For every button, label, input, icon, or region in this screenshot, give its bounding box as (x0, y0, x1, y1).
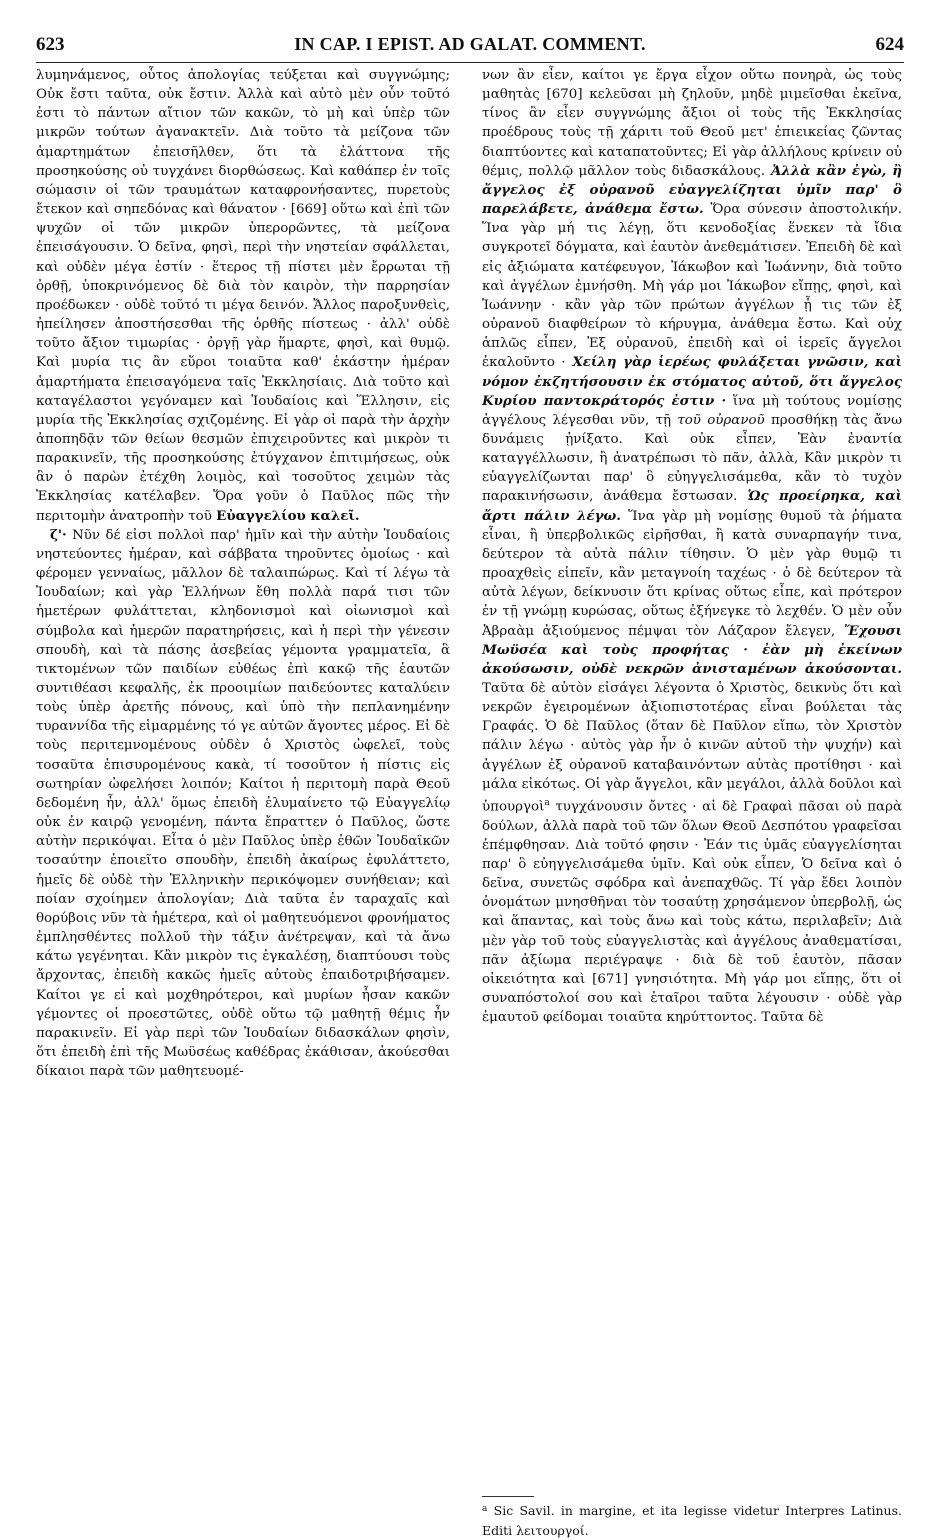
running-title: IN CAP. I EPIST. AD GALAT. COMMENT. (294, 34, 646, 54)
left-paragraph-2 (36, 526, 450, 1082)
running-header (36, 34, 904, 58)
footnote-reference[interactable]: a (544, 797, 550, 808)
scripture-quote-3: Ὡς προείρηκα, καὶ ἄρτι πάλιν λέγω. (482, 488, 902, 524)
footnote-rule (482, 1496, 534, 1497)
footnote-text: Sic Savil. in margine, et ita legisse videtur Interpres Latinus. Editi λειτουργοί. (482, 1503, 902, 1538)
left-p1-bold: Εὐαγγελίου καλεῖ. (216, 507, 360, 524)
right-text-4: προσθήκῃ τὰς ἄνω δυνάμεις ᾐνίξατο. Καὶ οὐκ εἶπεν, Ἐὰν ἐναντία καταγγέλλωσιν, ἢ ἀνατρέπωσι τὸ πᾶν, ἀλλὰ, Κἂν μικρὸν τι εὐαγγελίζωνται παρ' ὃ εὐηγγελισάμεθα, κἂν τὸ τυχὸν παρακινήσωσιν, ἀνάθεμα ἔστωσαν. (482, 412, 902, 505)
section-marker: ζ'· (50, 526, 67, 543)
right-text-2: Ὅρα σύνεσιν ἀποστολικήν. Ἵνα γὰρ μή τις λέγῃ, ὅτι κενοδοξίας ἕνεκεν τὰ ἴδια συγκροτεῖ δόγματα, καὶ ἑαυτὸν ἀνεθεμάτισεν. Ἐπειδὴ δὲ καὶ εἰς ἀξιώματα κατέφευγον, Ἰάκωβον καὶ Ἰωάννην, διὰ τοῦτο καὶ ἀγγέλων ἐμνήσθη. Μὴ γάρ μοι Ἰάκωβον εἴπῃς, φησὶ, καὶ Ἰωάννην · κἂν γὰρ τῶν πρώτων ἀγγέλων ᾖ τις τῶν ἐξ οὐρανοῦ διαφθείρων τὸ κήρυγμα, ἀνάθεμα ἔστω. Καὶ οὐχ ἁπλῶς εἶπεν, Ἐξ οὐρανοῦ, ἐπειδὴ καὶ οἱ ἱερεῖς ἄγγελοι ἐκαλοῦντο · (482, 202, 902, 371)
left-column (36, 66, 450, 1081)
page-number-right: 624 (875, 34, 904, 55)
footnote (482, 1502, 902, 1539)
right-text-7: τυγχάνουσιν ὄντες · αἱ δὲ Γραφαὶ πᾶσαι οὐ παρὰ δούλων, ἀλλὰ παρὰ τοῦ τῶν ὅλων Θεοῦ Δεσπότου γραφεῖσαι ἐπέμφθησαν. Διὰ τοῦτό φησιν · Ἐάν τις ὑμᾶς εὐαγγελίσηται παρ' ὃ εὐηγγελισάμεθα ὑμῖν. Καὶ οὐκ εἶπεν, Ὁ δεῖνα καὶ ὁ δεῖνα, συνετῶς σφόδρα καὶ ἀνεπαχθῶς. Τί γὰρ ἔδει λοιπὸν ὀνομάτων μνησθῆναι τὸν τοσαύτῃ χρησάμενον ὑπερβολῇ, ὡς καὶ ἅπαντας, καὶ τοὺς ἄνω καὶ τοὺς κάτω, περιλαβεῖν; Διὰ μὲν γὰρ τοῦ τοὺς εὐαγγελιστὰς καὶ ἀγγέλους ἀναθεματίσαι, πᾶν ἀξίωμα περιέγραψε · διὰ δὲ τοῦ ἑαυτὸν, πᾶσαν οἰκειότητα καὶ [671] γνησιότητα. Μὴ γάρ μοι εἴπῃς, ὅτι οἱ συναπόστολοί σου καὶ ἑταῖροι ταῦτα λέγουσιν · οὐδὲ γὰρ ἐμαυτοῦ φείδομαι τοιαῦτα κηρύττοντος. Ταῦτα δὲ (482, 799, 902, 1026)
header-rule (36, 62, 904, 63)
quoted-phrase: τοῦ οὐρανοῦ (677, 412, 765, 428)
right-text-3: ἵνα μὴ τούτους νομίσῃς ἀγγέλους λέγεσθαι νῦν, τῇ (482, 393, 902, 428)
right-text-6: Ταῦτα δὲ αὐτὸν εἰσάγει λέγοντα ὁ Χριστὸς, δεικνὺς ὅτι καὶ νεκρῶν ἐγειρομένων ἀξιοπιστοτέρας εἶναι βούλεται τὰς Γραφάς. Ὁ δὲ Παῦλος (ὅταν δὲ Παῦλον εἴπω, τὸν Χριστὸν πάλιν λέγω · αὐτὸς γὰρ ἦν ὁ κινῶν αὐτοῦ τὴν ψυχήν) καὶ ἀγγέλων ἐξ οὐρανοῦ καταβαινόντων αὐτὰς προτίθησι · καὶ μάλα εἰκότως. Οἱ γὰρ ἄγγελοι, κἂν μεγάλοι, ἀλλὰ δοῦλοι καὶ ὑπουργοὶ (482, 681, 902, 815)
left-p2-text: Νῦν δέ εἰσι πολλοὶ παρ' ἡμῖν καὶ τὴν αὐτὴν Ἰουδαίοις νηστεύοντες ἡμέραν, καὶ σάββατα τηροῦντες ὁμοίως · καὶ φέρομεν γενναίως, μᾶλλον δὲ ταλαιπώρως. Καὶ τί λέγω τὰ Ἰουδαίων; καὶ γὰρ Ἑλλήνων ἔθη πολλὰ παρά τισι τῶν ἡμετέρων φυλάττεται, κληδονισμοὶ καὶ οἰωνισμοὶ καὶ σύμβολα καὶ ἡμερῶν παρατηρήσεις, καὶ ἡ περὶ τὴν γένεσιν σπουδὴ, καὶ τὰ πάσης ἀσεβείας γέμοντα γραμματεῖα, ἃ τικτομένων τῶν παιδίων εὐθέως ἐπὶ κακῷ τῆς ἑαυτῶν συντιθέασι κεφαλῆς, ἐκ προοιμίων παιδεύοντες καταλύειν τοὺς ὑπὲρ ἀρετῆς πόνους, καὶ ὑπὸ τὴν πεπλανημένην τυραννίδα τῆς εἱμαρμένης τό γε αὐτῶν ἄγοντες μέρος. Εἰ δὲ τοὺς περιτεμνομένους οὐδὲν ὁ Χριστὸς ὠφελεῖ, τοὺς τοσαῦτα ἐπισυρομένους κακὰ, τί τοσοῦτον ἡ πίστις εἰς σωτηρίαν ὠφελήσει λοιπόν; Καίτοι ἡ περιτομὴ παρὰ Θεοῦ δεδομένη ἦν, ἀλλ' ὅμως ἐπειδὴ ἐλυμαίνετο τῷ Εὐαγγελίῳ οὐκ ἐν καιρῷ γενομένη, πάντα ἔπραττεν ὁ Παῦλος, ὥστε αὐτὴν περικόψαι. Εἶτα ὁ μὲν Παῦλος ὑπὲρ ἐθῶν Ἰουδαϊκῶν τοσαύτην ἐποιεῖτο σπουδὴν, ἐπειδὴ ἀκαίρως ἐφυλάττετο, ἡμεῖς δὲ οὐδὲ τὴν Ἑλληνικὴν περικόψομεν συνήθειαν; καὶ ποίαν σχοίημεν ἀπολογίαν; Διὰ ταῦτα ἐν ταραχαῖς καὶ θορύβοις νῦν τὰ ἡμέτερα, καὶ οἱ μαθητευόμενοι φρονήματος ἐμπλησθέντες πολλοῦ τὴν τάξιν ἀνέτρεψαν, καὶ τὰ ἄνω κάτω γεγένηται. Κἂν μικρὸν τις ἐγκαλέσῃ, διαπτύουσι τοὺς ἄρχοντας, ἐπειδὴ κακῶς ἡμεῖς αὐτοὺς ἐπαιδοτριβήσαμεν. Καίτοι γε εἰ καὶ μοχθηρότεροι, καὶ μυρίων ἦσαν κακῶν γέμοντες οἱ προεστῶτες, οὐδὲ οὕτω τῷ μαθητῇ θέμις ἦν παρακινεῖν. Εἰ γὰρ περὶ τῶν Ἰουδαίων διδασκάλων φησὶν, ὅτι ἐπειδὴ ἐπὶ τῆς Μωϋσέως καθέδρας ἐκάθισαν, ἀκούεσθαι δίκαιοι παρὰ τῶν μαθητευομέ- (36, 527, 450, 1080)
right-text-1: νων ἂν εἶεν, καίτοι γε ἔργα εἶχον οὕτω πονηρὰ, ὡς τοὺς μαθητὰς [670] κελεῦσαι μὴ ζηλοῦν, μηδὲ μιμεῖσθαι ἐκεῖνα, τίνος ἂν εἶεν συγγνώμης ἄξιοι οἱ τοὺς τῆς Ἐκκλησίας προέδρους τοὺς τῇ χάριτι τοῦ Θεοῦ μετ' ἐπιεικείας ζῶντας διαπτύοντες καὶ καταπατοῦντες; Εἰ γὰρ ἀλλήλους κρίνειν οὐ θέμις, πολλῷ μᾶλλον τοὺς διδασκάλους. (482, 68, 902, 179)
right-column (482, 66, 902, 1027)
footnote-mark: a (482, 1504, 488, 1514)
scripture-quote-4: Ἔχουσι Μωϋσέα καὶ τοὺς προφήτας · ἐὰν μὴ ἐκείνων ἀκούσωσιν, οὐδὲ νεκρῶν ἀνισταμένων ἀκούσονται. (482, 622, 902, 677)
right-text-5: Ἵνα γὰρ μὴ νομίσῃς θυμοῦ τὰ ῥήματα εἶναι, ἢ ὑπερβολικῶς εἰρῆσθαι, ἢ κατὰ συναρπαγήν τινα, δεύτερον τὰ αὐτὰ πάλιν τίθησιν. Ὁ μὲν γὰρ θυμῷ τι προαχθεὶς εἰπεῖν, κἂν μεταγνοίη ταχέως · ὁ δὲ δεύτερον τὰ αὐτὰ λέγων, δείκνυσιν ὅτι κρίνας οὕτως εἶπε, καὶ πρότερον ἐν τῇ γνώμῃ κυρώσας, οὕτως ἐξήνεγκε τὸ λεχθέν. Ὁ μὲν οὖν Ἀβραὰμ ἀξιούμενος πέμψαι τὸν Λάζαρον ἔλεγεν, (482, 508, 902, 639)
right-paragraph (482, 66, 902, 1027)
page-number-left: 623 (36, 34, 65, 55)
left-p1-text: λυμηνάμενος, οὗτος ἀπολογίας τεύξεται καὶ συγγνώμης; Οὐκ ἔστι ταῦτα, οὐκ ἔστιν. Ἀλλὰ καὶ αὐτὸ μὲν οὖν τοῦτό ἐστι τὸ πάντων αἴτιον τῶν κακῶν, τὸ μὴ καὶ ὑπὲρ τῶν μικρῶν τούτων ἀγανακτεῖν. Διὰ τοῦτο τὰ μείζονα τῶν ἁμαρτημάτων ἐπεισῆλθεν, ὅτι τὰ ἐλάττονα τῆς προσηκούσης οὐ τυγχάνει διορθώσεως. Καὶ καθάπερ ἐν τοῖς σώμασιν οἱ τῶν τραυμάτων καταφρονήσαντες, πυρετοὺς ἔτεκον καὶ σηπεδόνας καὶ θάνατον · [669] οὕτω καὶ ἐπὶ τῶν ψυχῶν οἱ τῶν μικρῶν ὑπερορῶντες, τὰ μείζονα ἐπεισάγουσιν. Ὁ δεῖνα, φησὶ, περὶ τὴν νηστείαν σφάλλεται, καὶ οὐδὲν μέγα ἐστίν · ἕτερος τῇ πίστει μὲν ἔρρωται τῇ ὀρθῇ, ὑποκρινόμενος δὲ διὰ τὸν καιρὸν, τὴν παρρησίαν προέδωκεν · οὐδὲ τοῦτό τι μέγα δεινόν. Ἄλλος παροξυνθεὶς, ἠπείλησεν ἀποστήσεσθαι τῆς ὀρθῆς πίστεως · ἀλλ' οὐδὲ τοῦτο ἄξιον τιμωρίας · ὀργῇ γὰρ ἥμαρτε, φησὶ, καὶ θυμῷ. Καὶ μυρία τις ἂν εὕροι τοιαῦτα καθ' ἑκάστην ἡμέραν ἁμαρτήματα ἐπεισαγόμενα ταῖς Ἐκκλησίαις. Διὰ τοῦτο καὶ καταγέλαστοι γεγόναμεν καὶ Ἰουδαίοις καὶ Ἕλλησιν, εἰς μυρία τῆς Ἐκκλησίας σχιζομένης. Εἰ γὰρ οἱ παρὰ τὴν ἀρχὴν ἀποπηδᾷν τῶν θείων θεσμῶν ἐπιχειροῦντες καὶ μικρὸν τι παρακινεῖν, τῆς προσηκούσης ἐτύγχανον ἐπιτιμήσεως, οὐκ ἂν ὁ παρὼν ἐτέχθη λοιμὸς, καὶ τοσοῦτος χειμὼν τὰς Ἐκκλησίας κατέλαβεν. Ὅρα γοῦν ὁ Παῦλος πῶς τὴν περιτομὴν ἀνατροπὴν τοῦ (36, 68, 450, 524)
scripture-quote-1: Ἀλλὰ κἂν ἐγὼ, ἢ ἄγγελος ἐξ οὐρανοῦ εὐαγγελίζηται ὑμῖν παρ' ὃ παρελάβετε, ἀνάθεμα ἔστω. (482, 162, 902, 218)
scripture-quote-2: Χείλη γὰρ ἱερέως φυλάξεται γνῶσιν, καὶ νόμον ἐκζητήσουσιν ἐκ στόματος αὐτοῦ, ὅτι ἄγγελος Κυρίου παντοκράτορός ἐστιν · (482, 354, 902, 409)
left-paragraph-1 (36, 66, 450, 526)
